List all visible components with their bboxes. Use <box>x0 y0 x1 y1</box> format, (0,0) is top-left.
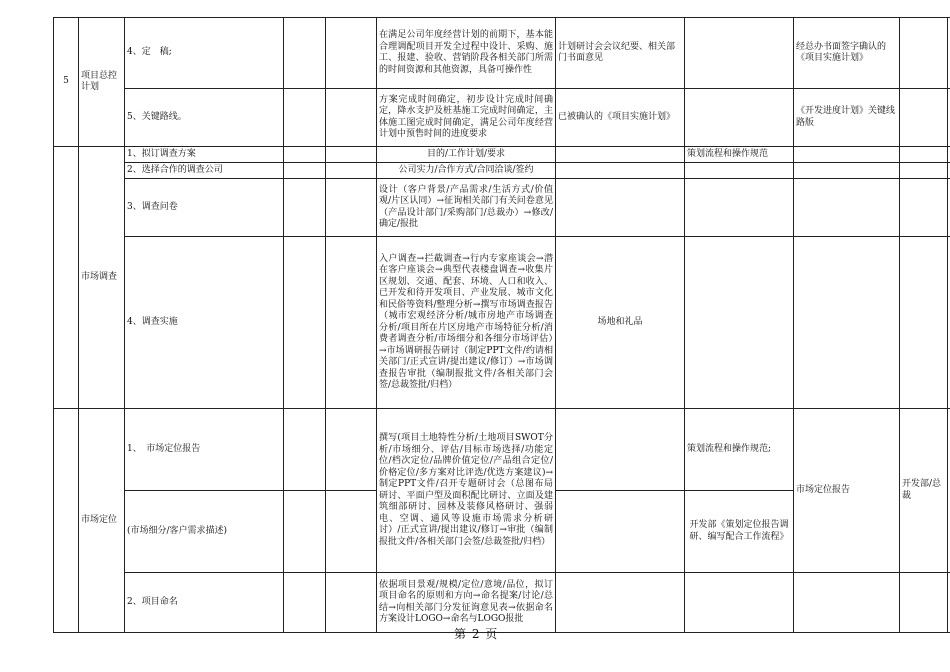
empty-cell <box>326 409 377 491</box>
empty-cell <box>284 491 326 573</box>
empty-cell <box>685 89 794 147</box>
description-cell: 目的/工作计划/要求 <box>377 147 556 163</box>
description-cell: 方案完成时间确定，初步设计完成时间确定，降水支护及桩基施工完成时间确定，主体施工图完成时间确定，满足公司年度经营计划中预售时间的进度要求 <box>377 89 556 147</box>
table-row <box>54 237 950 409</box>
description-cell: 依据项目景观/规模/定位/意境/品位，拟订项目命名的原则和方向→命名提案/讨论/总结→向相关部门分发征询意见表→依据命名方案设计LOGO→命名与LOGO报批 <box>377 573 556 633</box>
output-cell: 计划研讨会会议纪要、相关部门书面意见 <box>556 18 685 89</box>
table-row <box>54 147 950 163</box>
responsible-cell: 开发部/总裁 <box>900 409 948 573</box>
table-row <box>54 18 950 89</box>
category-cell: 市场调查 <box>79 147 125 409</box>
empty-cell <box>556 147 685 163</box>
empty-cell <box>900 237 948 409</box>
step-cell: 2、选择合作的调查公司 <box>125 163 284 179</box>
empty-cell <box>556 491 685 573</box>
empty-cell <box>326 89 377 147</box>
empty-cell <box>685 18 794 89</box>
step-cell: 4、调查实施 <box>125 237 284 409</box>
output-cell: 已被确认的《项目实施计划》 <box>556 89 685 147</box>
step-cell: 5、关键路线。 <box>125 89 284 147</box>
empty-cell <box>284 179 326 237</box>
empty-cell <box>54 147 79 409</box>
empty-cell <box>284 18 326 89</box>
empty-cell <box>326 163 377 179</box>
empty-cell <box>284 409 326 491</box>
empty-cell <box>794 237 900 409</box>
empty-cell <box>326 491 377 573</box>
description-cell: 入户调查→拦截调查→行内专家座谈会→潜在客户座谈会→典型代表楼盘调查→收集片区规划、交通、配套、环境、人口和收入、已开发和待开发项目、产业发展、城市文化和民俗等资料/整理分析→撰写市场调查报告（城市宏观经济分析/城市房地产市场调查分析/项目所在片区房地产市场特征分析/消费者调查分析/市场细分和各细分市场评估）→市场调研报告研讨（制定PPT文件/约请相关部门/正式宣讲/提出建议/修订）→市场调查报告审批（编制报批文件/各相关部门会签/总裁签批/归档） <box>377 237 556 409</box>
empty-cell <box>685 237 794 409</box>
output-cell: 场地和礼品 <box>556 237 685 409</box>
empty-cell <box>900 573 948 633</box>
empty-cell <box>54 409 79 633</box>
empty-cell <box>326 573 377 633</box>
empty-cell <box>556 179 685 237</box>
empty-cell <box>794 179 900 237</box>
empty-cell <box>900 179 948 237</box>
empty-cell <box>284 147 326 163</box>
empty-cell <box>284 163 326 179</box>
process-table <box>53 17 950 633</box>
category-cell: 项目总控计划 <box>79 18 125 147</box>
description-cell: 撰写(项目土地特性分析/土地项目SWOT分析/市场细分、评估/目标市场选择/功能定位/档次定位/品牌价值定位/产品组合定位/价格定位/多方案对比评选/优选方案建议)→制定PPT文件/召开专题研讨会（总图布局研讨、平面户型及面积配比研讨、立面及建筑细部研讨、园林及装修风格研讨、强弱电、空调、通风等设施市场需求分析研讨）/正式宣讲/提出建议/修订→审批（编制报批文件/各相关部门会签/总裁签批/归档） <box>377 409 556 573</box>
empty-cell <box>556 409 685 491</box>
empty-cell <box>900 163 948 179</box>
step-cell: 4、定 稿; <box>125 18 284 89</box>
category-cell: 市场定位 <box>79 409 125 633</box>
step-cell: 2、项目命名 <box>125 573 284 633</box>
empty-cell <box>556 573 685 633</box>
empty-cell <box>326 237 377 409</box>
description-cell: 公司实力/合作方式/合同洽谈/签约 <box>377 163 556 179</box>
empty-cell <box>900 89 948 147</box>
step-cell: 1、拟订调查方案 <box>125 147 284 163</box>
empty-cell <box>794 147 900 163</box>
table-row <box>54 179 950 237</box>
step-cell: 3、调查问卷 <box>125 179 284 237</box>
empty-cell <box>556 163 685 179</box>
step-cell: (市场细分/客户需求描述) <box>125 491 284 573</box>
empty-cell <box>284 89 326 147</box>
empty-cell <box>685 163 794 179</box>
empty-cell <box>685 179 794 237</box>
approval-cell: 《开发进度计划》关键线路版 <box>794 89 900 147</box>
approval-cell: 经总办书面签字确认的《项目实施计划》 <box>794 18 900 89</box>
norm-cell: 开发部《策划定位报告调研、编写配合工作流程》 <box>685 491 794 573</box>
table-row <box>54 89 950 147</box>
approval-cell: 市场定位报告 <box>794 409 900 573</box>
norm-cell: 策划流程和操作规范; <box>685 409 794 491</box>
empty-cell <box>284 573 326 633</box>
empty-cell <box>900 147 948 163</box>
empty-cell <box>794 573 900 633</box>
empty-cell <box>326 147 377 163</box>
empty-cell <box>685 573 794 633</box>
table-row <box>54 409 950 491</box>
empty-cell <box>326 18 377 89</box>
empty-cell <box>284 237 326 409</box>
step-cell: 1、 市场定位报告 <box>125 409 284 491</box>
row-number: 5 <box>54 18 79 147</box>
table-row <box>54 163 950 179</box>
empty-cell <box>900 18 948 89</box>
norm-cell: 策划流程和操作规范 <box>685 147 794 163</box>
description-cell: 在满足公司年度经营计划的前期下，基本能合理调配项目开发全过程中设计、采购、施工、报建、验收、营销阶段各相关部门所需的时间资源和其他资源，具备可操作性 <box>377 18 556 89</box>
empty-cell <box>794 163 900 179</box>
description-cell: 设计（客户背景/产品需求/生活方式/价值观/片区认同）→征询相关部门有关问卷意见（产品设计部门/采购部门/总裁办）→修改/确定/报批 <box>377 179 556 237</box>
empty-cell <box>326 179 377 237</box>
table-row <box>54 573 950 633</box>
page-number: 第 2 页 <box>454 627 499 641</box>
